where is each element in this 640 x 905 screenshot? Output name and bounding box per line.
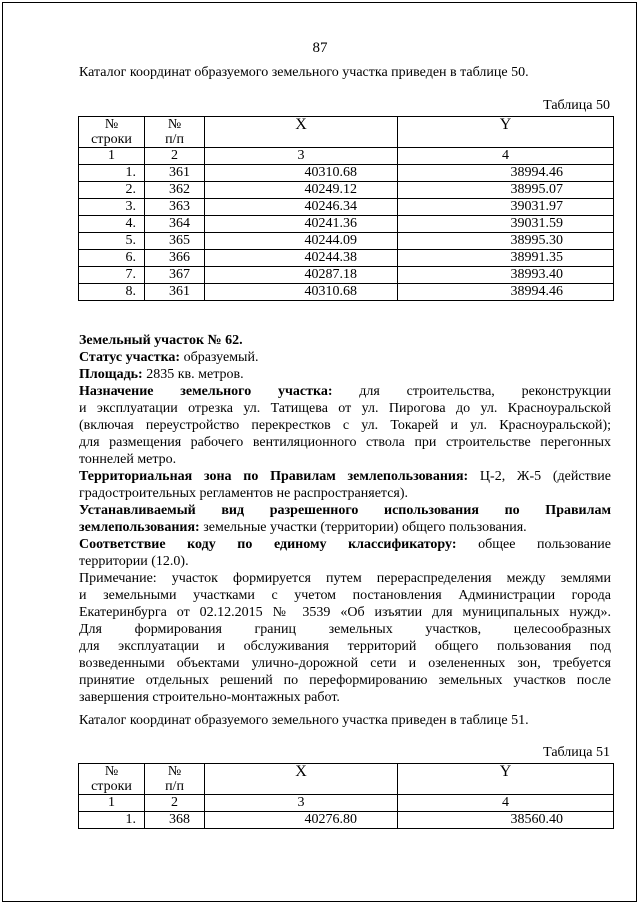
x-coordinate-cell: 40244.38 [205, 250, 398, 267]
x-coordinate-cell: 40287.18 [205, 267, 398, 284]
point-number-cell: 361 [145, 284, 205, 301]
col-row-number: № строки [79, 117, 145, 148]
y-coordinate-cell: 38994.46 [398, 165, 614, 182]
code-line: Соответствие коду по единому классификатору: общее пользование [79, 537, 611, 552]
use-line: Устанавливаемый вид разрешенного использования по Правилам [79, 503, 611, 518]
point-number-cell: 366 [145, 250, 205, 267]
y-coordinate-cell: 38995.07 [398, 182, 614, 199]
col-point-number: № п/п [145, 764, 205, 795]
note-line: завершения строительно-монтажных работ. [79, 690, 340, 705]
table-row [79, 216, 614, 233]
row-number-cell: 4. [79, 216, 145, 233]
table51-caption: Таблица 51 [543, 745, 610, 760]
point-number-cell: 365 [145, 233, 205, 250]
note-line: принятие отдельных решений по переформированию земельных участков после [79, 673, 611, 688]
table-header-row [79, 764, 614, 795]
purpose-line: и эксплуатации отрезка ул. Татищева от ул. Пирогова до ул. Красноуральской [79, 401, 611, 416]
row-number-cell: 2. [79, 182, 145, 199]
y-coordinate-cell: 38995.30 [398, 233, 614, 250]
x-coordinate-cell: 40246.34 [205, 199, 398, 216]
row-number-cell: 8. [79, 284, 145, 301]
y-coordinate-cell: 39031.97 [398, 199, 614, 216]
table50-caption: Таблица 50 [543, 98, 610, 113]
table51 [78, 763, 614, 829]
plot-status: Статус участка: образуемый. [79, 350, 259, 365]
point-number-cell: 367 [145, 267, 205, 284]
table-row [79, 199, 614, 216]
use-line: землепользования: земельные участки (территории) общего пользования. [79, 520, 527, 535]
note-line: возведенными объектами улично-дорожной сети и озелененных зон, требуется [79, 656, 611, 671]
x-coordinate-cell: 40276.80 [205, 812, 398, 829]
table-header-row [79, 117, 614, 148]
row-number-cell: 3. [79, 199, 145, 216]
y-coordinate-cell: 38993.40 [398, 267, 614, 284]
y-coordinate-cell: 38560.40 [398, 812, 614, 829]
col-x: X [205, 117, 398, 148]
x-coordinate-cell: 40241.36 [205, 216, 398, 233]
table50-intro: Каталог координат образуемого земельного участка приведен в таблице 50. [79, 65, 529, 80]
col-point-number: № п/п [145, 117, 205, 148]
note-line: для эксплуатации и обслуживания территорий общего пользования под [79, 639, 611, 654]
table-row [79, 250, 614, 267]
row-number-cell: 7. [79, 267, 145, 284]
point-number-cell: 361 [145, 165, 205, 182]
code-line: территории (12.0). [79, 554, 189, 569]
table-numbering-row: 1 2 3 4 [79, 148, 614, 165]
table50 [78, 116, 614, 301]
y-coordinate-cell: 38994.46 [398, 284, 614, 301]
page-number: 87 [312, 40, 328, 56]
note-line: и земельными участками с учетом постановления Администрации города [79, 588, 611, 603]
table-row [79, 182, 614, 199]
point-number-cell: 364 [145, 216, 205, 233]
zone-line: Территориальная зона по Правилам землепользования: Ц-2, Ж-5 (действие [79, 469, 611, 484]
note-line: Для формирования границ земельных участков, целесообразных [79, 622, 611, 637]
x-coordinate-cell: 40310.68 [205, 165, 398, 182]
row-number-cell: 1. [79, 165, 145, 182]
table-numbering-row: 1 2 3 4 [79, 795, 614, 812]
col-y: Y [398, 764, 614, 795]
point-number-cell: 368 [145, 812, 205, 829]
zone-line: градостроительных регламентов не распространяется). [79, 486, 409, 501]
row-number-cell: 6. [79, 250, 145, 267]
col-row-number: № строки [79, 764, 145, 795]
table51-intro: Каталог координат образуемого земельного участка приведен в таблице 51. [79, 713, 529, 728]
plot-area: Площадь: 2835 кв. метров. [79, 367, 244, 382]
point-number-cell: 363 [145, 199, 205, 216]
y-coordinate-cell: 38991.35 [398, 250, 614, 267]
note-line: Примечание: участок формируется путем перераспределения между землями [79, 571, 611, 586]
y-coordinate-cell: 39031.59 [398, 216, 614, 233]
x-coordinate-cell: 40249.12 [205, 182, 398, 199]
table-row [79, 165, 614, 182]
note-line: Екатеринбурга от 02.12.2015 № 3539 «Об изъятии для муниципальных нужд». [79, 605, 611, 620]
row-number-cell: 5. [79, 233, 145, 250]
plot-heading: Земельный участок № 62. [79, 333, 243, 348]
x-coordinate-cell: 40244.09 [205, 233, 398, 250]
purpose-line: Назначение земельного участка: для строительства, реконструкции [79, 384, 611, 399]
col-x: X [205, 764, 398, 795]
row-number-cell: 1. [79, 812, 145, 829]
purpose-line: для размещения рабочего вентиляционного ствола при строительстве перегонных [79, 435, 611, 450]
col-y: Y [398, 117, 614, 148]
table-row [79, 267, 614, 284]
table-row [79, 284, 614, 301]
purpose-line: тоннелей метро. [79, 452, 177, 467]
point-number-cell: 362 [145, 182, 205, 199]
purpose-line: (включая переустройство перекрестков с ул. Токарей и ул. Красноуральской); [79, 418, 611, 433]
table-row [79, 233, 614, 250]
x-coordinate-cell: 40310.68 [205, 284, 398, 301]
table-row [79, 812, 614, 829]
